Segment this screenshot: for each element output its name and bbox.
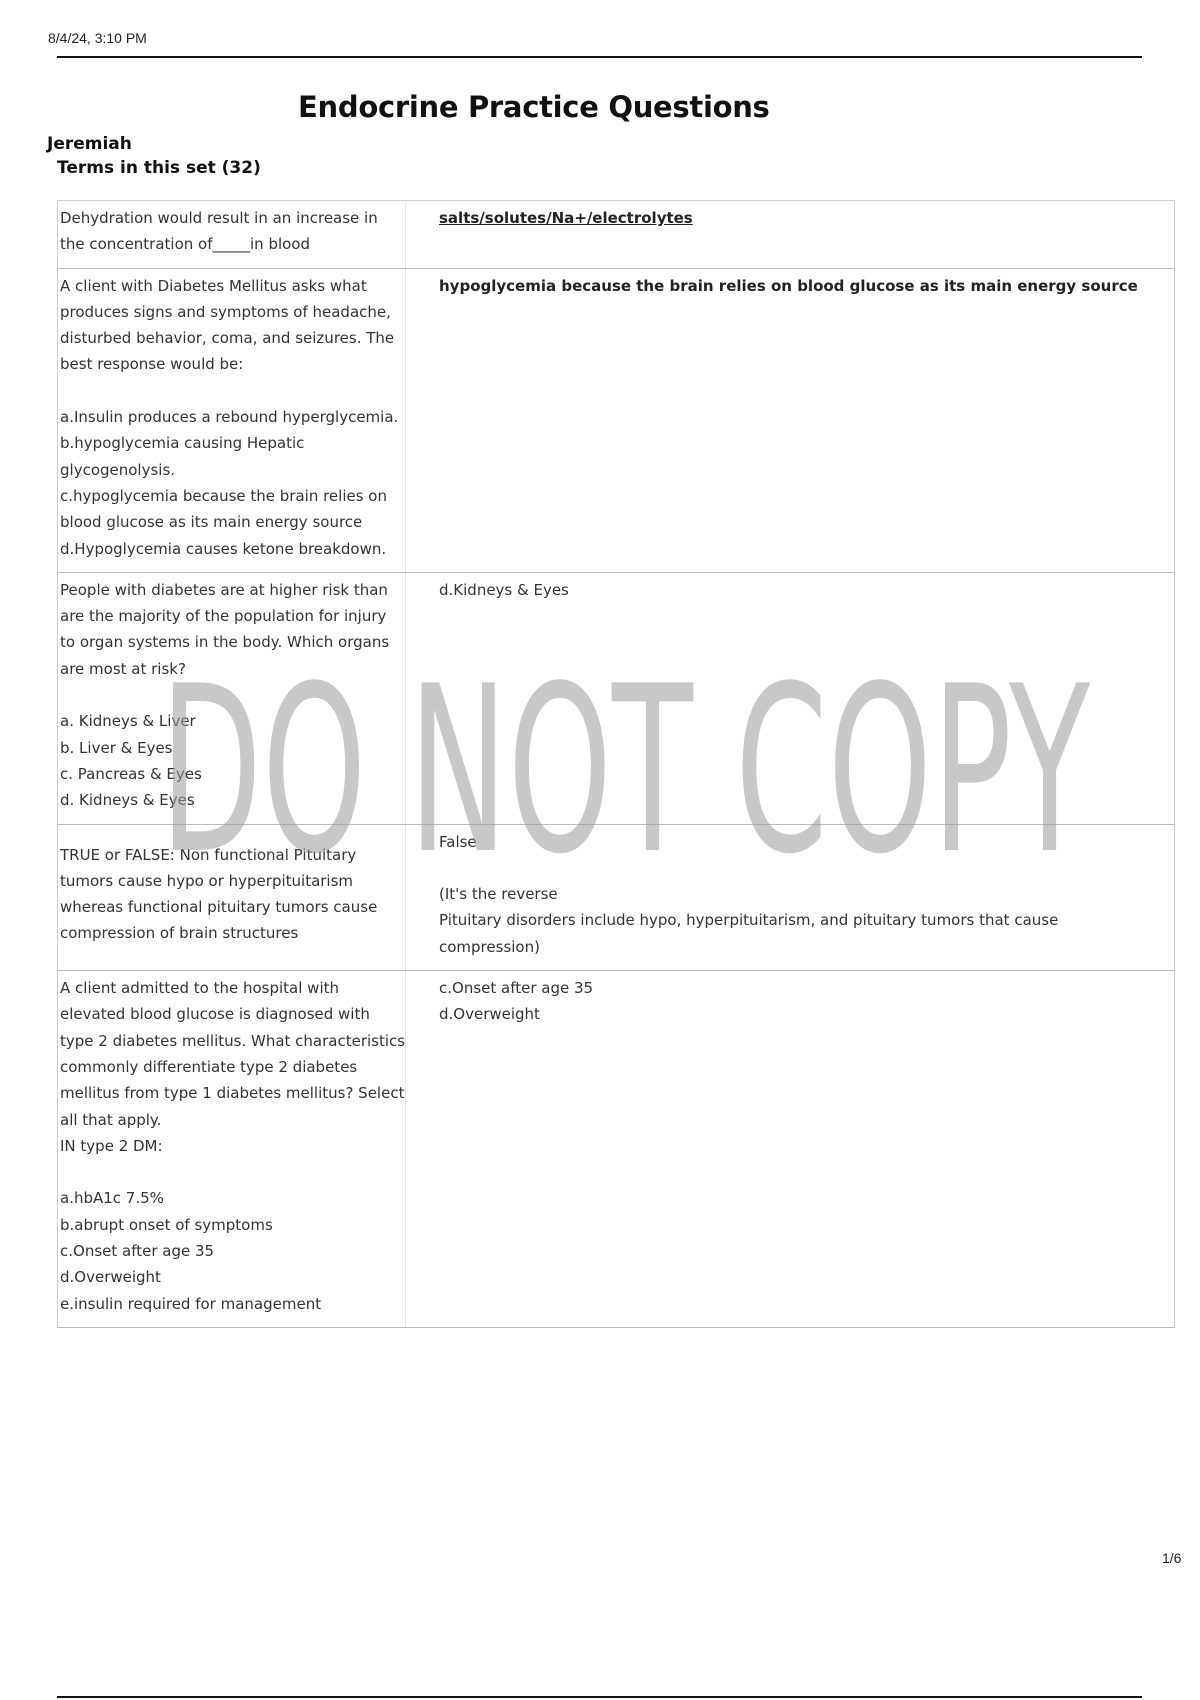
definition-cell [406,971,1175,1328]
term-line: Dehydration would result in an increase in [60,209,378,227]
term-line: to organ systems in the body. Which organs [60,633,390,652]
term-line: TRUE or FALSE: Non functional Pituitary [60,845,357,864]
term-line: b.hypoglycemia causing Hepatic [60,434,305,453]
term-line: are the majority of the population for injury [60,607,387,626]
author-name: Jeremiah [47,134,132,154]
term-line: glycogenolysis. [60,460,176,479]
spacer [60,829,405,842]
term-line: e.insulin required for management [60,1294,322,1313]
definition-line: salts/solutes/Na+/electrolytes [439,209,693,227]
terms-count-label: Terms in this set (32) [57,158,261,178]
blank-line [60,378,405,404]
definition-cell [406,572,1175,824]
term-line: A client with Diabetes Mellitus asks what [60,276,367,295]
definition-line: c.Onset after age 35 [439,979,594,998]
definition-line: compression) [439,937,540,956]
term-line: b. Liver & Eyes [60,738,173,757]
definition-line: False [439,832,477,851]
term-line: a.Insulin produces a rebound hyperglycemia. [60,408,399,427]
term-line: elevated blood glucose is diagnosed with [60,1005,370,1024]
term-line: c.hypoglycemia because the brain relies on [60,486,387,505]
term-line: type 2 diabetes mellitus. What characteristics [60,1031,406,1050]
term-line: produces signs and symptoms of headache, [60,302,391,321]
term-line: whereas functional pituitary tumors cause [60,898,378,917]
term-cell [58,971,406,1328]
definition-cell [406,268,1175,572]
page-number: 1/6 [1162,1550,1182,1566]
print-timestamp: 8/4/24, 3:10 PM [48,30,147,46]
term-line: a.hbA1c 7.5% [60,1189,164,1208]
definition-line: d.Kidneys & Eyes [439,580,569,599]
definition-line: Pituitary disorders include hypo, hyperpituitarism, and pituitary tumors that cause [439,911,1059,930]
blank-line [60,1159,405,1185]
term-line: a. Kidneys & Liver [60,712,196,731]
term-cell [58,572,406,824]
term-line: c.Onset after age 35 [60,1241,215,1260]
term-line: best response would be: [60,355,244,374]
definition-line: d.Overweight [439,1005,540,1024]
definition-cell [406,201,1175,269]
term-cell [58,201,406,269]
term-line: People with diabetes are at higher risk than [60,580,388,599]
term-line: compression of brain structures [60,924,299,943]
term-line: commonly differentiate type 2 diabetes [60,1057,358,1076]
term-line: all that apply. [60,1110,162,1129]
footer-divider [57,1696,1142,1698]
term-line: the concentration of_____in blood [60,235,311,254]
blank-line [60,682,405,708]
watermark-text: DO NOT COPY [160,638,1091,870]
term-line: blood glucose as its main energy source [60,513,363,532]
term-line: IN type 2 DM: [60,1136,163,1155]
term-line: c. Pancreas & Eyes [60,764,202,783]
term-line: A client admitted to the hospital with [60,979,340,998]
term-line: are most at risk? [60,659,186,678]
flashcard-row [58,971,1175,1328]
term-line: d. Kidneys & Eyes [60,791,195,810]
flashcard-table [57,200,1175,1328]
document-title: Endocrine Practice Questions [298,90,770,124]
term-cell [58,268,406,572]
flashcard-row [58,824,1175,970]
definition-line: (It's the reverse [439,885,558,904]
term-line: disturbed behavior, coma, and seizures. The [60,329,395,348]
term-line: mellitus from type 1 diabetes mellitus? Select [60,1084,405,1103]
term-line: d.Overweight [60,1268,161,1287]
term-line: b.abrupt onset of symptoms [60,1215,273,1234]
blank-line [439,855,1174,881]
term-line: d.Hypoglycemia causes ketone breakdown. [60,539,387,558]
definition-cell [406,824,1175,970]
flashcard-row [58,268,1175,572]
term-cell [58,824,406,970]
definition-line: hypoglycemia because the brain relies on blood glucose as its main energy source [439,276,1138,295]
header-divider [57,56,1142,58]
term-line: tumors cause hypo or hyperpituitarism [60,871,354,890]
flashcard-row [58,572,1175,824]
flashcard-row [58,201,1175,269]
